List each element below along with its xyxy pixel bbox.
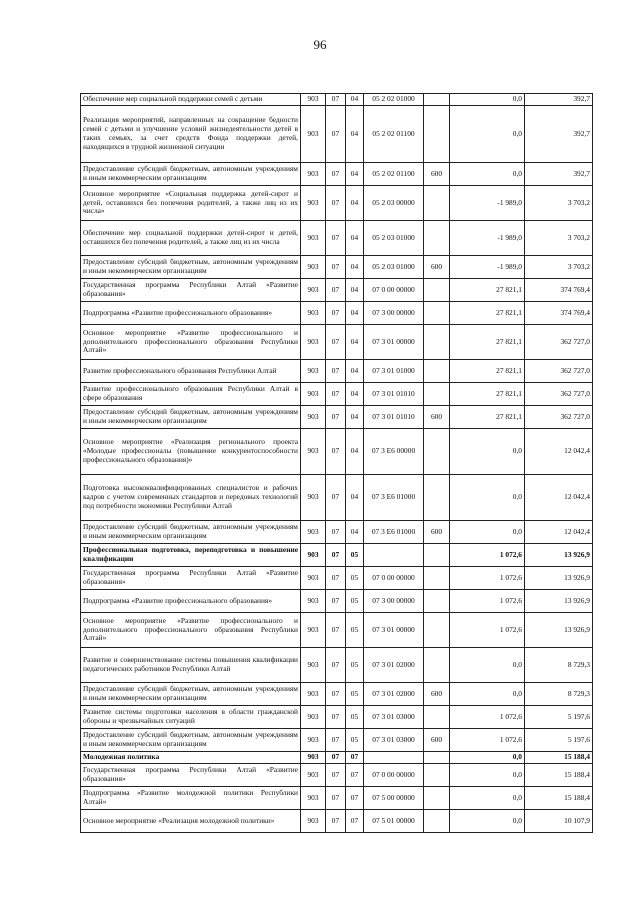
- grbs-code-cell: 903: [301, 360, 326, 383]
- section-code-cell: 07: [326, 302, 346, 325]
- item-name-cell: Предоставление субсидий бюджетным, автономным учреждениям и иным некоммерческим организациям: [81, 163, 301, 186]
- target-article-cell: 07 5 00 00000: [364, 787, 424, 810]
- subsection-code-cell: 05: [346, 567, 364, 590]
- section-code-cell: 07: [326, 752, 346, 764]
- total-amount-cell: 5 197,6: [525, 729, 593, 752]
- item-name-cell: Молодежная политика: [81, 752, 301, 764]
- grbs-code-cell: 903: [301, 764, 326, 787]
- grbs-code-cell: 903: [301, 752, 326, 764]
- section-code-cell: 07: [326, 383, 346, 406]
- section-code-cell: 07: [326, 729, 346, 752]
- grbs-code-cell: 903: [301, 590, 326, 613]
- target-article-cell: 05 2 03 01000: [364, 221, 424, 256]
- grbs-code-cell: 903: [301, 383, 326, 406]
- expense-type-cell: [424, 590, 450, 613]
- section-code-cell: 07: [326, 106, 346, 163]
- total-amount-cell: 362 727,0: [525, 360, 593, 383]
- target-article-cell: [364, 544, 424, 567]
- change-amount-cell: -1 989,0: [450, 221, 525, 256]
- table-row: [81, 752, 593, 764]
- grbs-code-cell: 903: [301, 256, 326, 279]
- table-row: [81, 279, 593, 302]
- target-article-cell: 07 3 E6 01000: [364, 521, 424, 544]
- expense-type-cell: [424, 475, 450, 521]
- item-name-cell: Основное мероприятие «Реализация регионального проекта «Молодые профессионалы (повышение конкурентоспособности профессионального образования)»: [81, 429, 301, 475]
- total-amount-cell: 13 926,9: [525, 590, 593, 613]
- grbs-code-cell: 903: [301, 94, 326, 106]
- expense-type-cell: [424, 764, 450, 787]
- change-amount-cell: 0,0: [450, 648, 525, 683]
- table-row: [81, 706, 593, 729]
- target-article-cell: 07 3 01 00000: [364, 325, 424, 360]
- grbs-code-cell: 903: [301, 325, 326, 360]
- grbs-code-cell: 903: [301, 648, 326, 683]
- table-row: [81, 648, 593, 683]
- table-row: [81, 590, 593, 613]
- grbs-code-cell: 903: [301, 544, 326, 567]
- table-row: [81, 810, 593, 833]
- grbs-code-cell: 903: [301, 106, 326, 163]
- change-amount-cell: 1 072,6: [450, 590, 525, 613]
- section-code-cell: 07: [326, 648, 346, 683]
- table-row: [81, 383, 593, 406]
- section-code-cell: 07: [326, 429, 346, 475]
- total-amount-cell: 392,7: [525, 106, 593, 163]
- total-amount-cell: 374 769,4: [525, 302, 593, 325]
- section-code-cell: 07: [326, 764, 346, 787]
- table-row: [81, 302, 593, 325]
- item-name-cell: Обеспечение мер социальной поддержки семей с детьми: [81, 94, 301, 106]
- change-amount-cell: 27 821,1: [450, 279, 525, 302]
- target-article-cell: 07 0 00 00000: [364, 567, 424, 590]
- item-name-cell: Основное мероприятие «Социальная поддержка детей-сирот и детей, оставшихся без попечения родителей, а также лиц из их числа»: [81, 186, 301, 221]
- target-article-cell: 05 2 02 01000: [364, 94, 424, 106]
- target-article-cell: 07 0 00 00000: [364, 764, 424, 787]
- change-amount-cell: 1 072,6: [450, 729, 525, 752]
- item-name-cell: Подпрограмма «Развитие профессионального образования»: [81, 302, 301, 325]
- section-code-cell: 07: [326, 475, 346, 521]
- subsection-code-cell: 04: [346, 106, 364, 163]
- grbs-code-cell: 903: [301, 787, 326, 810]
- section-code-cell: 07: [326, 163, 346, 186]
- subsection-code-cell: 05: [346, 590, 364, 613]
- section-code-cell: 07: [326, 706, 346, 729]
- subsection-code-cell: 04: [346, 302, 364, 325]
- subsection-code-cell: 04: [346, 325, 364, 360]
- expense-type-cell: [424, 302, 450, 325]
- change-amount-cell: 0,0: [450, 475, 525, 521]
- change-amount-cell: 1 072,6: [450, 567, 525, 590]
- section-code-cell: 07: [326, 325, 346, 360]
- target-article-cell: 05 2 02 01100: [364, 163, 424, 186]
- total-amount-cell: 13 926,9: [525, 544, 593, 567]
- section-code-cell: 07: [326, 279, 346, 302]
- expense-type-cell: [424, 787, 450, 810]
- grbs-code-cell: 903: [301, 406, 326, 429]
- table-row: [81, 764, 593, 787]
- subsection-code-cell: 05: [346, 544, 364, 567]
- table-row: [81, 94, 593, 106]
- expense-type-cell: 600: [424, 163, 450, 186]
- grbs-code-cell: 903: [301, 706, 326, 729]
- change-amount-cell: 0,0: [450, 106, 525, 163]
- item-name-cell: Развитие и совершенствование системы повышения квалификации педагогических работников Республики Алтай: [81, 648, 301, 683]
- item-name-cell: Предоставление субсидий бюджетным, автономным учреждениям и иным некоммерческим организациям: [81, 521, 301, 544]
- item-name-cell: Государственная программа Республики Алтай «Развитие образования»: [81, 764, 301, 787]
- item-name-cell: Предоставление субсидий бюджетным, автономным учреждениям и иным некоммерческим организациям: [81, 406, 301, 429]
- item-name-cell: Профессиональная подготовка, переподготовка и повышение квалификации: [81, 544, 301, 567]
- expense-type-cell: [424, 186, 450, 221]
- change-amount-cell: 0,0: [450, 683, 525, 706]
- table-row: [81, 521, 593, 544]
- total-amount-cell: 8 729,3: [525, 648, 593, 683]
- section-code-cell: 07: [326, 613, 346, 648]
- subsection-code-cell: 04: [346, 163, 364, 186]
- total-amount-cell: 12 042,4: [525, 475, 593, 521]
- change-amount-cell: 1 072,6: [450, 706, 525, 729]
- total-amount-cell: 8 729,3: [525, 683, 593, 706]
- section-code-cell: 07: [326, 256, 346, 279]
- target-article-cell: [364, 752, 424, 764]
- table-row: [81, 163, 593, 186]
- item-name-cell: Государственная программа Республики Алтай «Развитие образования»: [81, 567, 301, 590]
- grbs-code-cell: 903: [301, 163, 326, 186]
- expense-type-cell: [424, 544, 450, 567]
- item-name-cell: Предоставление субсидий бюджетным, автономным учреждениям и иным некоммерческим организациям: [81, 729, 301, 752]
- subsection-code-cell: 05: [346, 706, 364, 729]
- section-code-cell: 07: [326, 590, 346, 613]
- expense-type-cell: [424, 106, 450, 163]
- expense-type-cell: 600: [424, 729, 450, 752]
- expense-type-cell: 600: [424, 683, 450, 706]
- section-code-cell: 07: [326, 94, 346, 106]
- change-amount-cell: 0,0: [450, 787, 525, 810]
- grbs-code-cell: 903: [301, 683, 326, 706]
- table-row: [81, 613, 593, 648]
- target-article-cell: 07 3 01 02000: [364, 683, 424, 706]
- expense-type-cell: 600: [424, 406, 450, 429]
- target-article-cell: 07 3 00 00000: [364, 590, 424, 613]
- item-name-cell: Основное мероприятие «Реализация молодежной политики»: [81, 810, 301, 833]
- grbs-code-cell: 903: [301, 729, 326, 752]
- change-amount-cell: 0,0: [450, 429, 525, 475]
- subsection-code-cell: 05: [346, 729, 364, 752]
- item-name-cell: Развитие системы подготовки населения в области гражданской обороны и чрезвычайных ситуаций: [81, 706, 301, 729]
- item-name-cell: Обеспечение мер социальной поддержки детей-сирот и детей, оставшихся без попечения родителей, а также лиц из их числа: [81, 221, 301, 256]
- subsection-code-cell: 04: [346, 279, 364, 302]
- subsection-code-cell: 04: [346, 521, 364, 544]
- grbs-code-cell: 903: [301, 613, 326, 648]
- section-code-cell: 07: [326, 521, 346, 544]
- target-article-cell: 05 2 02 01100: [364, 106, 424, 163]
- change-amount-cell: 27 821,1: [450, 406, 525, 429]
- total-amount-cell: 12 042,4: [525, 521, 593, 544]
- expense-type-cell: [424, 221, 450, 256]
- target-article-cell: 07 5 01 00000: [364, 810, 424, 833]
- target-article-cell: 07 3 01 03000: [364, 706, 424, 729]
- target-article-cell: 07 3 01 00000: [364, 613, 424, 648]
- change-amount-cell: 1 072,6: [450, 544, 525, 567]
- total-amount-cell: 10 107,9: [525, 810, 593, 833]
- subsection-code-cell: 04: [346, 256, 364, 279]
- section-code-cell: 07: [326, 787, 346, 810]
- total-amount-cell: 13 926,9: [525, 567, 593, 590]
- change-amount-cell: -1 989,0: [450, 186, 525, 221]
- total-amount-cell: 392,7: [525, 94, 593, 106]
- subsection-code-cell: 04: [346, 221, 364, 256]
- item-name-cell: Подпрограмма «Развитие профессионального образования»: [81, 590, 301, 613]
- item-name-cell: Подготовка высококвалифицированных специалистов и рабочих кадров с учетом современных стандартов и передовых технологий под потребности экономики Республики Алтай: [81, 475, 301, 521]
- expense-type-cell: [424, 706, 450, 729]
- total-amount-cell: 362 727,0: [525, 383, 593, 406]
- subsection-code-cell: 04: [346, 406, 364, 429]
- subsection-code-cell: 04: [346, 186, 364, 221]
- total-amount-cell: 12 042,4: [525, 429, 593, 475]
- target-article-cell: 07 3 01 02000: [364, 648, 424, 683]
- expense-type-cell: [424, 567, 450, 590]
- grbs-code-cell: 903: [301, 221, 326, 256]
- change-amount-cell: 27 821,1: [450, 383, 525, 406]
- table-row: [81, 106, 593, 163]
- subsection-code-cell: 04: [346, 475, 364, 521]
- table-row: [81, 683, 593, 706]
- total-amount-cell: 3 703,2: [525, 256, 593, 279]
- item-name-cell: Подпрограмма «Развитие молодежной политики Республики Алтай»: [81, 787, 301, 810]
- table-row: [81, 325, 593, 360]
- target-article-cell: 05 2 03 00000: [364, 186, 424, 221]
- change-amount-cell: 0,0: [450, 94, 525, 106]
- grbs-code-cell: 903: [301, 475, 326, 521]
- expense-type-cell: 600: [424, 521, 450, 544]
- section-code-cell: 07: [326, 221, 346, 256]
- change-amount-cell: 0,0: [450, 163, 525, 186]
- table-row: [81, 360, 593, 383]
- total-amount-cell: 3 703,2: [525, 221, 593, 256]
- expense-type-cell: [424, 325, 450, 360]
- expense-type-cell: [424, 613, 450, 648]
- grbs-code-cell: 903: [301, 521, 326, 544]
- subsection-code-cell: 05: [346, 683, 364, 706]
- expense-type-cell: 600: [424, 256, 450, 279]
- subsection-code-cell: 07: [346, 787, 364, 810]
- target-article-cell: 07 3 00 00000: [364, 302, 424, 325]
- section-code-cell: 07: [326, 544, 346, 567]
- change-amount-cell: 0,0: [450, 521, 525, 544]
- expense-type-cell: [424, 383, 450, 406]
- total-amount-cell: 15 188,4: [525, 764, 593, 787]
- grbs-code-cell: 903: [301, 279, 326, 302]
- table-row: [81, 221, 593, 256]
- table-row: [81, 567, 593, 590]
- grbs-code-cell: 903: [301, 567, 326, 590]
- total-amount-cell: 362 727,0: [525, 325, 593, 360]
- subsection-code-cell: 07: [346, 752, 364, 764]
- section-code-cell: 07: [326, 186, 346, 221]
- target-article-cell: 07 3 01 01000: [364, 360, 424, 383]
- total-amount-cell: 5 197,6: [525, 706, 593, 729]
- budget-table: [80, 93, 593, 833]
- section-code-cell: 07: [326, 406, 346, 429]
- subsection-code-cell: 04: [346, 383, 364, 406]
- change-amount-cell: 0,0: [450, 752, 525, 764]
- section-code-cell: 07: [326, 360, 346, 383]
- subsection-code-cell: 04: [346, 429, 364, 475]
- target-article-cell: 07 3 E6 01000: [364, 475, 424, 521]
- section-code-cell: 07: [326, 567, 346, 590]
- change-amount-cell: 0,0: [450, 764, 525, 787]
- page-number: 96: [313, 37, 327, 52]
- total-amount-cell: 392,7: [525, 163, 593, 186]
- change-amount-cell: 1 072,6: [450, 613, 525, 648]
- expense-type-cell: [424, 810, 450, 833]
- item-name-cell: Развитие профессионального образования Республики Алтай в сфере образования: [81, 383, 301, 406]
- subsection-code-cell: 04: [346, 94, 364, 106]
- total-amount-cell: 13 926,9: [525, 613, 593, 648]
- table-row: [81, 475, 593, 521]
- grbs-code-cell: 903: [301, 186, 326, 221]
- target-article-cell: 07 3 01 03000: [364, 729, 424, 752]
- item-name-cell: Основное мероприятие «Развитие профессионального и дополнительного профессионального образования Республики Алтай»: [81, 613, 301, 648]
- table-body: [81, 94, 593, 833]
- target-article-cell: 07 3 01 01010: [364, 406, 424, 429]
- item-name-cell: Государственная программа Республики Алтай «Развитие образования»: [81, 279, 301, 302]
- item-name-cell: Предоставление субсидий бюджетным, автономным учреждениям и иным некоммерческим организациям: [81, 683, 301, 706]
- change-amount-cell: -1 989,0: [450, 256, 525, 279]
- expense-type-cell: [424, 279, 450, 302]
- change-amount-cell: 0,0: [450, 810, 525, 833]
- table-row: [81, 256, 593, 279]
- target-article-cell: 07 3 01 01010: [364, 383, 424, 406]
- grbs-code-cell: 903: [301, 302, 326, 325]
- expense-type-cell: [424, 429, 450, 475]
- item-name-cell: Реализация мероприятий, направленных на сокращение бедности семей с детьми и улучшение условий жизнедеятельности детей в таких семьях, за счет средств Фонда поддержки детей, находящихся в трудной жизненной ситуации: [81, 106, 301, 163]
- table-row: [81, 406, 593, 429]
- change-amount-cell: 27 821,1: [450, 325, 525, 360]
- change-amount-cell: 27 821,1: [450, 360, 525, 383]
- section-code-cell: 07: [326, 683, 346, 706]
- subsection-code-cell: 05: [346, 613, 364, 648]
- target-article-cell: 07 3 E6 00000: [364, 429, 424, 475]
- total-amount-cell: 374 769,4: [525, 279, 593, 302]
- section-code-cell: 07: [326, 810, 346, 833]
- expense-type-cell: [424, 360, 450, 383]
- expense-type-cell: [424, 648, 450, 683]
- total-amount-cell: 3 703,2: [525, 186, 593, 221]
- item-name-cell: Развитие профессионального образования Республики Алтай: [81, 360, 301, 383]
- subsection-code-cell: 04: [346, 360, 364, 383]
- table-row: [81, 729, 593, 752]
- item-name-cell: Основное мероприятие «Развитие профессионального и дополнительного профессионального образования Республики Алтай»: [81, 325, 301, 360]
- table-row: [81, 429, 593, 475]
- table-row: [81, 544, 593, 567]
- grbs-code-cell: 903: [301, 810, 326, 833]
- expense-type-cell: [424, 94, 450, 106]
- subsection-code-cell: 07: [346, 764, 364, 787]
- total-amount-cell: 362 727,0: [525, 406, 593, 429]
- expense-type-cell: [424, 752, 450, 764]
- subsection-code-cell: 07: [346, 810, 364, 833]
- total-amount-cell: 15 188,4: [525, 752, 593, 764]
- total-amount-cell: 15 188,4: [525, 787, 593, 810]
- table-row: [81, 186, 593, 221]
- target-article-cell: 07 0 00 00000: [364, 279, 424, 302]
- subsection-code-cell: 05: [346, 648, 364, 683]
- target-article-cell: 05 2 03 01000: [364, 256, 424, 279]
- table-row: [81, 787, 593, 810]
- grbs-code-cell: 903: [301, 429, 326, 475]
- item-name-cell: Предоставление субсидий бюджетным, автономным учреждениям и иным некоммерческим организациям: [81, 256, 301, 279]
- change-amount-cell: 27 821,1: [450, 302, 525, 325]
